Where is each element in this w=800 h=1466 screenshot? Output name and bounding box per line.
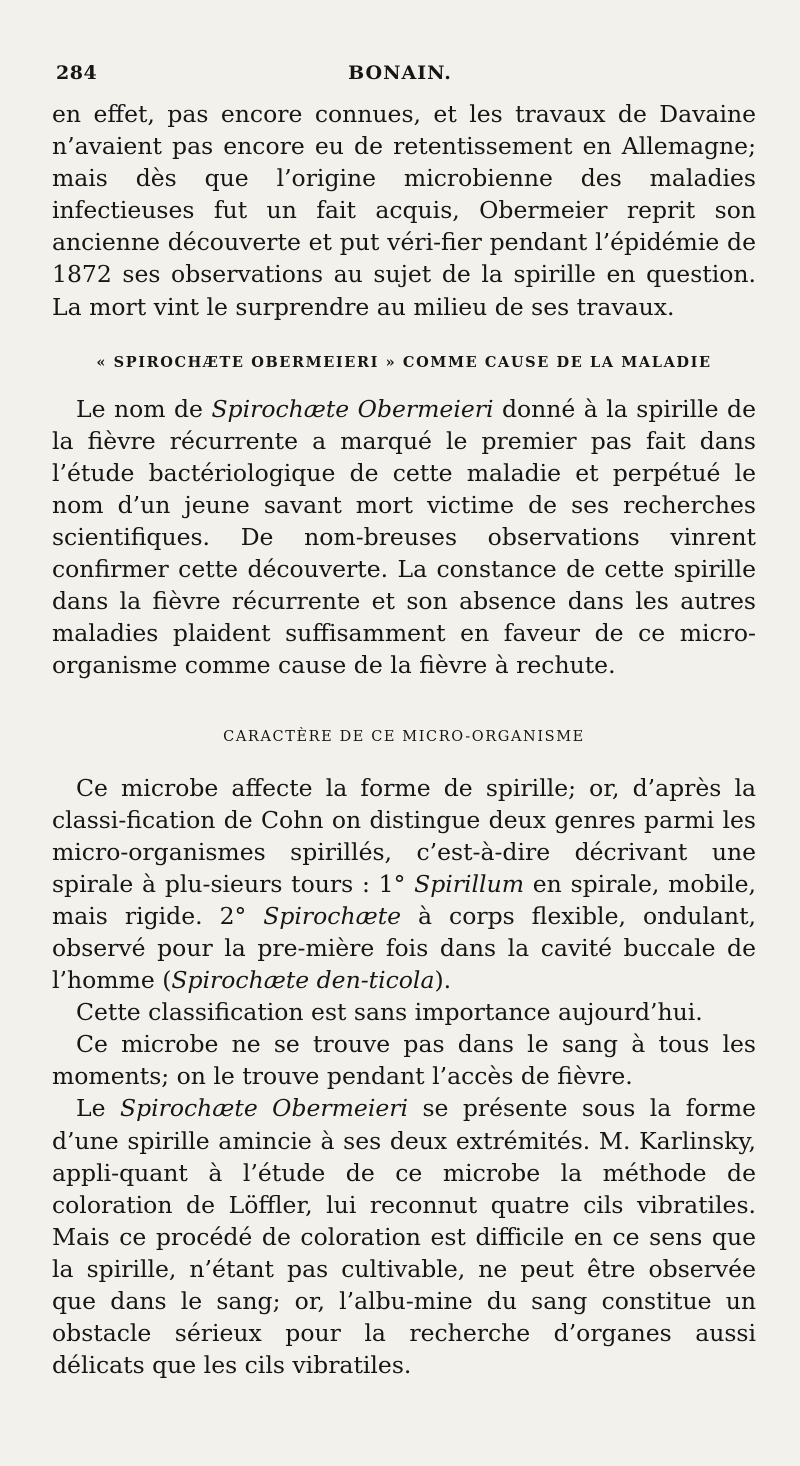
paragraph-spirochaete-name xyxy=(52,393,756,682)
species-name: Spirochæte Obermeieri xyxy=(211,394,494,423)
genus-name: Spirochæte xyxy=(263,901,402,930)
text-run: ). xyxy=(434,966,452,995)
text-run: Le xyxy=(76,1094,120,1123)
text-run: se présente sous la forme d’une spirille amincie à ses deux extrémités. M. Karlinsky, appli-quant à l’étude de ce microbe la méthode de coloration de Löffler, lui reconnut quatre cils vibratiles. Mais ce procédé de coloration est difficile en ce sens que la spirille, n’étant pas cultivable, ne peut être observée que dans le sang; or, l’albu-mine du sang constitue un obstacle sérieux pour la recherche d’organes aussi délicats que les cils vibratiles. xyxy=(52,1094,757,1380)
paragraph-classification xyxy=(52,772,756,997)
genus-name: Spirillum xyxy=(414,869,524,898)
paragraph-importance: Cette classification est sans importance aujourd’hui. xyxy=(76,998,703,1027)
text-run: en spirale, mobile, mais rigide. 2° xyxy=(52,869,756,930)
species-name: Spirochæte Obermeieri xyxy=(119,1094,408,1123)
page-body xyxy=(52,98,756,1381)
paragraph-forme xyxy=(52,1092,756,1381)
section-title-spirochaete: « SPIROCHÆTE OBERMEIERI » COMME CAUSE DE LA MALADIE xyxy=(96,353,712,371)
paragraph-presence-sang: Ce microbe ne se trouve pas dans le sang à tous les moments; on le trouve pendant l’accès de fièvre. xyxy=(52,1030,756,1091)
section-title-caractere: CARACTÈRE DE CE MICRO-ORGANISME xyxy=(223,728,585,745)
page-header xyxy=(56,62,744,92)
text-run: Le nom de xyxy=(76,394,212,423)
species-name: Spirochæte den-ticola xyxy=(171,966,435,995)
text-run: à corps flexible, ondulant, observé pour la pre-mière fois dans la cavité buccale de l’homme ( xyxy=(52,901,756,995)
text-run: Ce microbe affecte la forme de spirille; or, d’après la classi-fication de Cohn on distingue deux genres parmi les micro-organismes spirillés, c’est-à-dire décrivant une spirale à plu-sieurs tours : 1° xyxy=(52,773,756,898)
paragraph-continuation: en effet, pas encore connues, et les travaux de Davaine n’avaient pas encore eu de retentissement en Allemagne; mais dès que l’origine microbienne des maladies infectieuses fut un fait acquis, Obermeier reprit son ancienne découverte et put véri-fier pendant l’épidémie de 1872 ses observations au sujet de la spirille en question. La mort vint le surprendre au milieu de ses travaux. xyxy=(52,100,756,321)
page-number: 284 xyxy=(56,62,98,84)
running-head: BONAIN. xyxy=(348,62,452,84)
text-run: donné à la spirille de la fièvre récurrente a marqué le premier pas fait dans l’étude bactériologique de cette maladie et perpétué le nom d’un jeune savant mort victime de ses recherches scientifiques. De nom-breuses observations vinrent confirmer cette découverte. La constance de cette spirille dans la fièvre récurrente et son absence dans les autres maladies plaident suffisamment en faveur de ce micro-organisme comme cause de la fièvre à rechute. xyxy=(52,394,756,680)
